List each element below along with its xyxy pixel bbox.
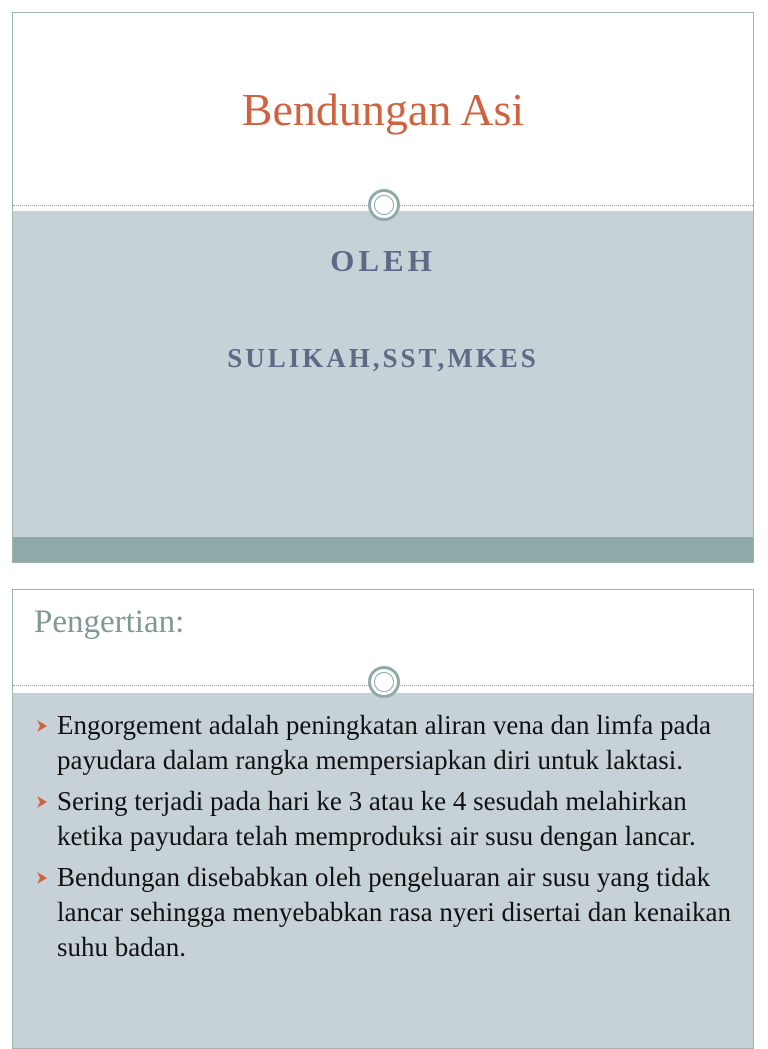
footer-band [13, 537, 753, 563]
slide-title: Bendungan Asi [241, 84, 525, 135]
arrow-bullet-icon [35, 719, 49, 733]
bullet-item [35, 860, 740, 965]
bullet-item [35, 784, 740, 854]
ring-ornament-icon [368, 666, 400, 698]
subtitle-oleh: OLEH [330, 243, 436, 278]
arrow-bullet-icon [35, 871, 49, 885]
bullet-text: Engorgement adalah peningkatan aliran vena dan limfa pada payudara dalam rangka mempersiapkan diri untuk laktasi. [57, 710, 711, 775]
bullet-text: Bendungan disebabkan oleh pengeluaran air susu yang tidak lancar sehingga menyebabkan rasa nyeri disertai dan kenaikan suhu badan. [57, 862, 731, 962]
bullet-item [35, 708, 740, 778]
arrow-bullet-icon [35, 795, 49, 809]
bullet-text: Sering terjadi pada hari ke 3 atau ke 4 sesudah melahirkan ketika payudara telah memproduksi air susu dengan lancar. [57, 786, 696, 851]
subtitle-author: SULIKAH,SST,MKES [227, 343, 539, 373]
slide-heading: Pengertian: [34, 604, 185, 640]
bullet-list [35, 708, 740, 971]
ring-ornament-icon [368, 189, 400, 221]
content-slide [12, 589, 754, 1049]
title-slide [12, 12, 754, 563]
